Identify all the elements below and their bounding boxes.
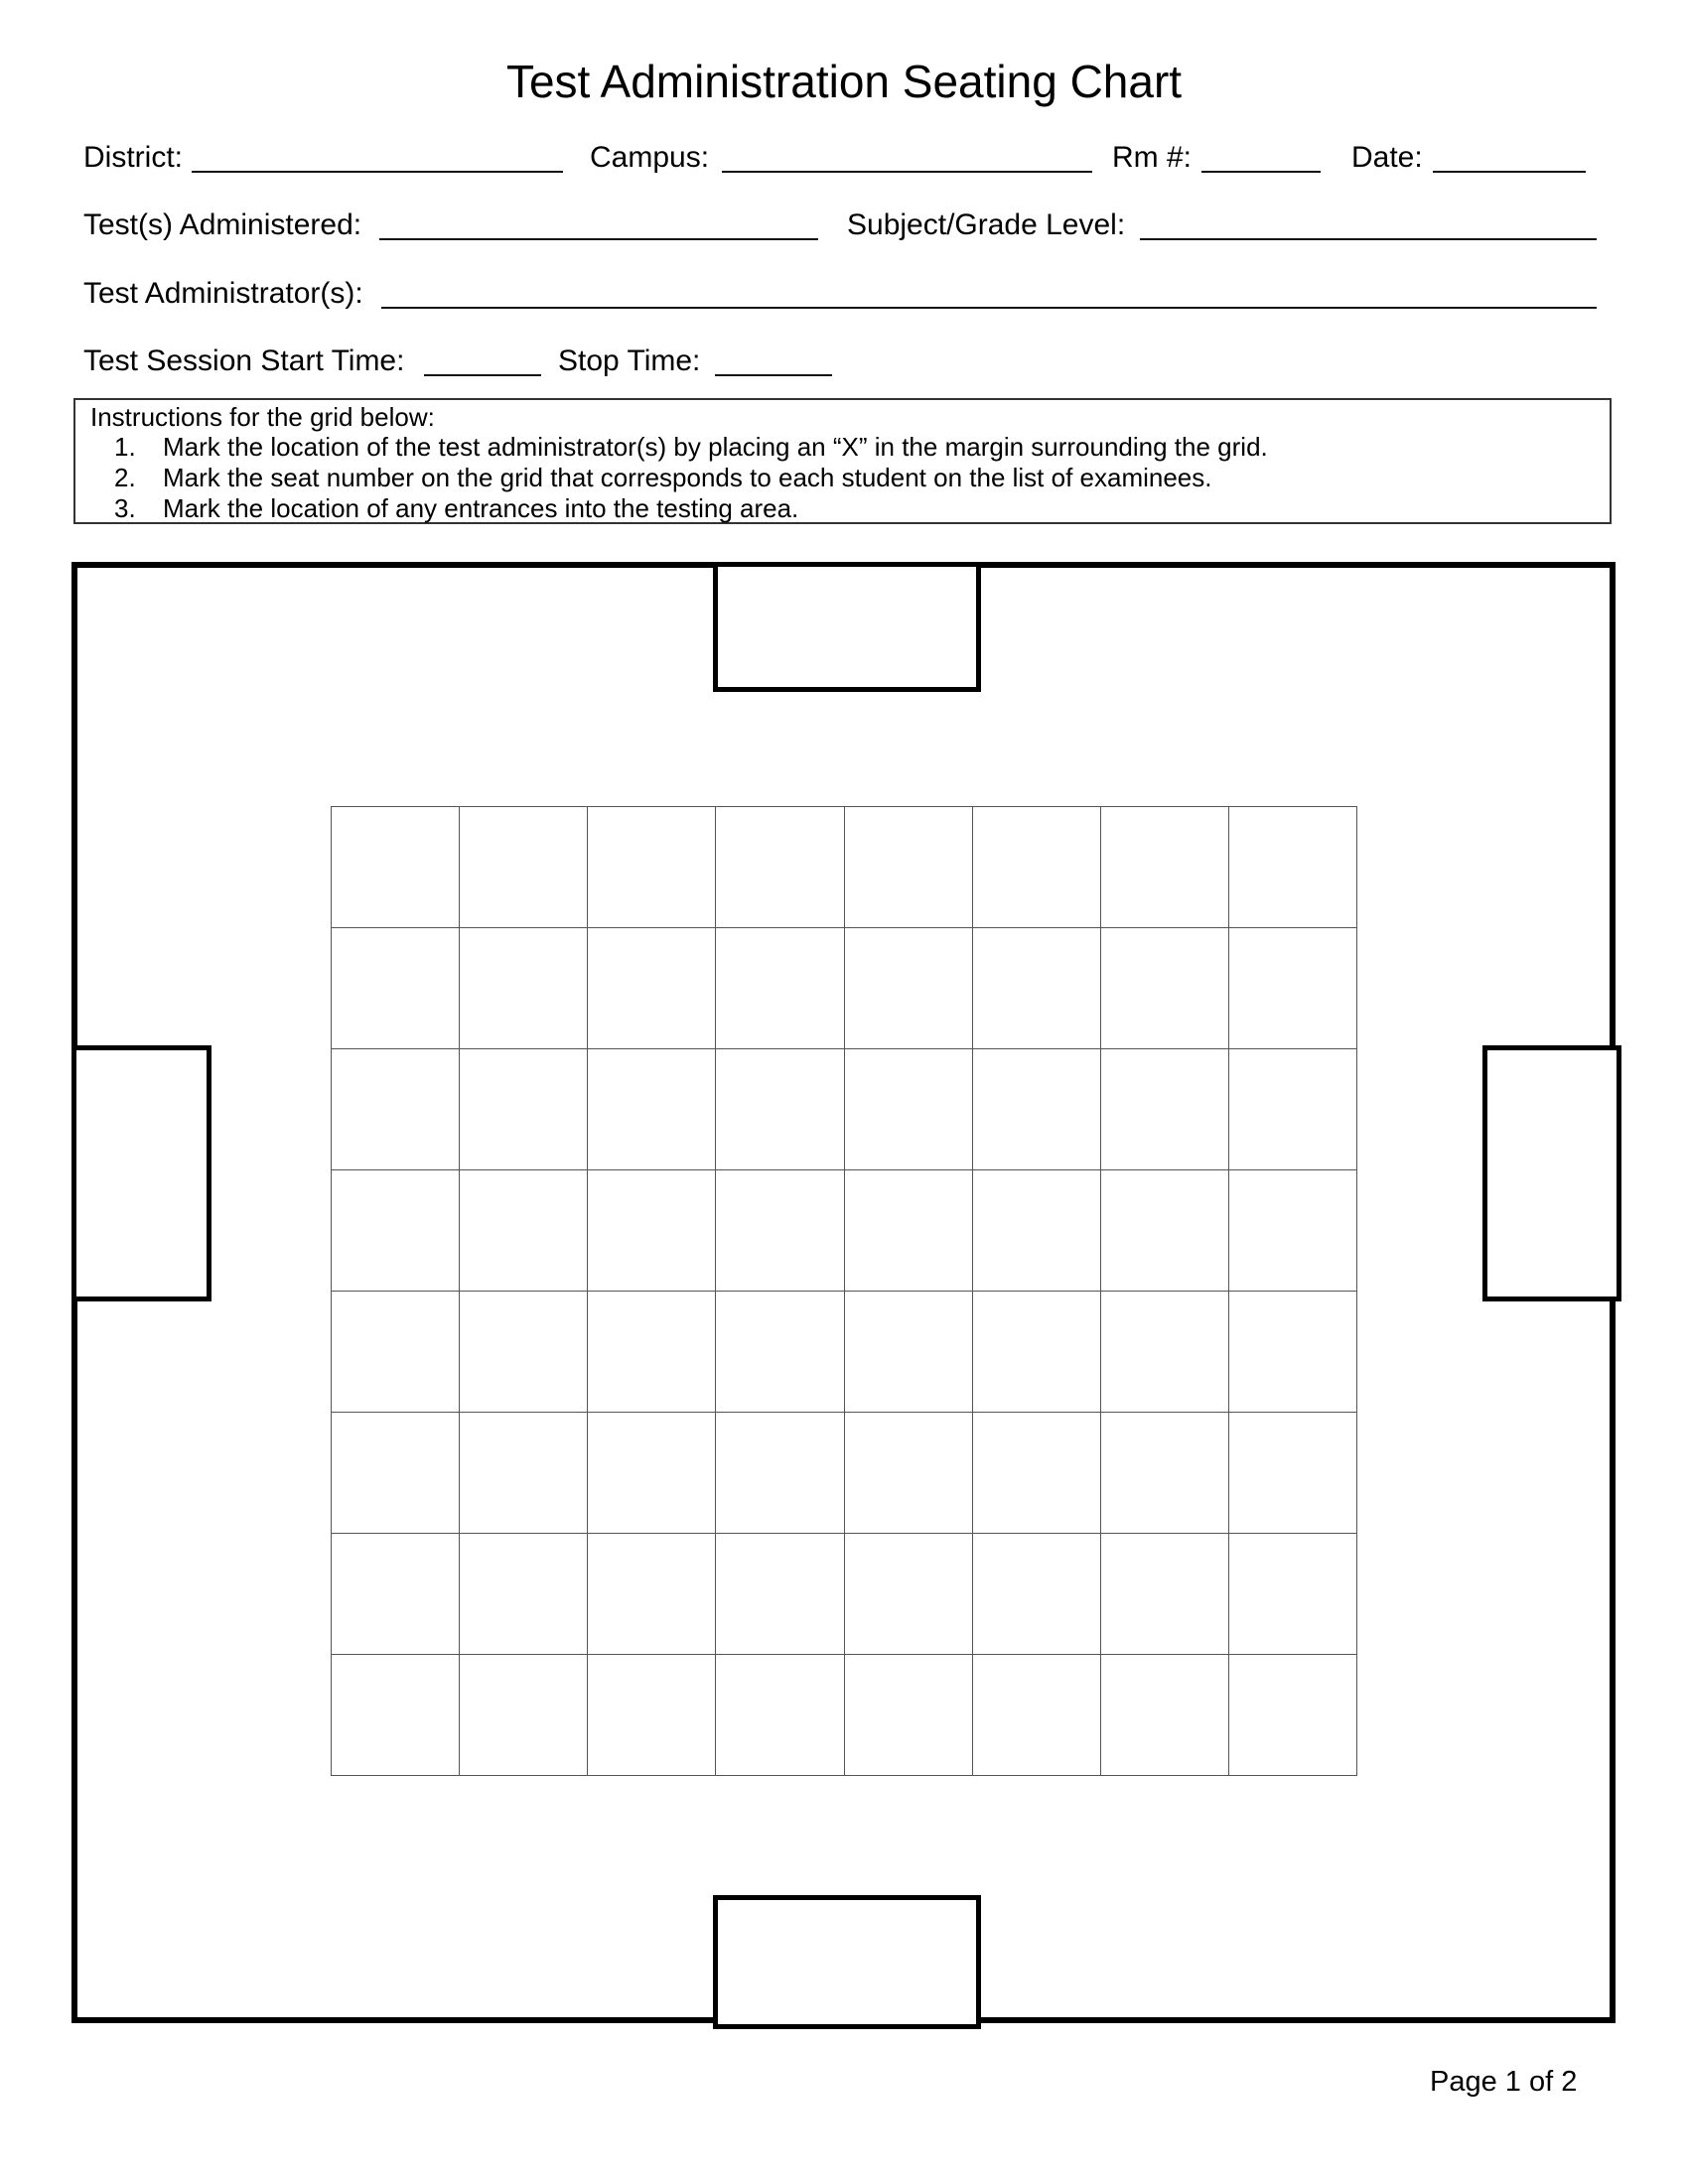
seat-cell[interactable] — [460, 1413, 588, 1534]
page-number: Page 1 of 2 — [1430, 2066, 1578, 2098]
door-bottom[interactable] — [713, 1895, 981, 2029]
seat-cell[interactable] — [1229, 1413, 1357, 1534]
seat-cell[interactable] — [845, 1534, 973, 1655]
seat-cell[interactable] — [973, 807, 1101, 928]
seat-cell[interactable] — [1101, 1655, 1229, 1776]
tests-administered-label: Test(s) Administered: — [83, 208, 362, 241]
seat-cell[interactable] — [716, 1655, 844, 1776]
instruction-number: 1. — [114, 432, 136, 462]
seat-cell[interactable] — [973, 1534, 1101, 1655]
seat-cell[interactable] — [716, 807, 844, 928]
date-label: Date: — [1351, 141, 1423, 174]
seat-cell[interactable] — [845, 1049, 973, 1170]
seat-cell[interactable] — [460, 928, 588, 1049]
seat-cell[interactable] — [588, 1655, 716, 1776]
seat-cell[interactable] — [1229, 1292, 1357, 1413]
seat-cell[interactable] — [716, 1292, 844, 1413]
seat-cell[interactable] — [973, 928, 1101, 1049]
seat-cell[interactable] — [973, 1413, 1101, 1534]
page-title: Test Administration Seating Chart — [505, 56, 1183, 107]
door-left[interactable] — [71, 1045, 211, 1301]
seat-cell[interactable] — [332, 1534, 460, 1655]
seat-cell[interactable] — [973, 1292, 1101, 1413]
stop-time-label: Stop Time: — [558, 344, 701, 377]
subject-grade-level-label: Subject/Grade Level: — [847, 208, 1126, 241]
instruction-text: Mark the seat number on the grid that corresponds to each student on the list of examinees. — [163, 463, 1212, 492]
door-right[interactable] — [1482, 1045, 1621, 1301]
seat-cell[interactable] — [1101, 1170, 1229, 1292]
room-number-field[interactable] — [1201, 171, 1321, 173]
campus-field[interactable] — [722, 171, 1092, 173]
seat-cell[interactable] — [460, 1534, 588, 1655]
subject-grade-level-field[interactable] — [1140, 238, 1597, 240]
seat-cell[interactable] — [332, 1413, 460, 1534]
seat-cell[interactable] — [716, 1049, 844, 1170]
test-administrators-field[interactable] — [381, 307, 1597, 309]
seat-cell[interactable] — [588, 928, 716, 1049]
seat-cell[interactable] — [460, 1292, 588, 1413]
seat-cell[interactable] — [1229, 1049, 1357, 1170]
seat-cell[interactable] — [716, 1170, 844, 1292]
seat-cell[interactable] — [845, 1413, 973, 1534]
seat-cell[interactable] — [588, 1170, 716, 1292]
seat-cell[interactable] — [716, 1413, 844, 1534]
seat-cell[interactable] — [1101, 807, 1229, 928]
instructions-box — [73, 398, 1612, 524]
seat-cell[interactable] — [845, 928, 973, 1049]
seat-cell[interactable] — [332, 1655, 460, 1776]
seat-cell[interactable] — [588, 807, 716, 928]
instruction-text: Mark the location of the test administrator(s) by placing an “X” in the margin surrounding the grid. — [163, 432, 1268, 462]
seat-cell[interactable] — [1229, 1534, 1357, 1655]
seat-cell[interactable] — [845, 1292, 973, 1413]
seat-cell[interactable] — [588, 1534, 716, 1655]
seat-cell[interactable] — [973, 1655, 1101, 1776]
seat-cell[interactable] — [973, 1049, 1101, 1170]
seat-cell[interactable] — [716, 928, 844, 1049]
instruction-number: 3. — [114, 493, 136, 523]
seat-cell[interactable] — [1229, 1655, 1357, 1776]
seat-cell[interactable] — [1101, 1413, 1229, 1534]
seat-cell[interactable] — [588, 1413, 716, 1534]
seat-cell[interactable] — [1101, 928, 1229, 1049]
seat-cell[interactable] — [1101, 1049, 1229, 1170]
seat-cell[interactable] — [845, 1655, 973, 1776]
seat-cell[interactable] — [973, 1170, 1101, 1292]
start-time-field[interactable] — [424, 374, 541, 376]
seat-cell[interactable] — [332, 1292, 460, 1413]
seat-cell[interactable] — [332, 807, 460, 928]
district-label: District: — [83, 141, 183, 174]
door-top[interactable] — [713, 562, 981, 692]
seat-cell[interactable] — [332, 1049, 460, 1170]
seat-cell[interactable] — [845, 807, 973, 928]
tests-administered-field[interactable] — [379, 238, 818, 240]
seat-cell[interactable] — [460, 807, 588, 928]
seat-cell[interactable] — [460, 1655, 588, 1776]
seat-cell[interactable] — [332, 928, 460, 1049]
room-number-label: Rm #: — [1112, 141, 1193, 174]
instruction-number: 2. — [114, 463, 136, 492]
instructions-heading: Instructions for the grid below: — [90, 402, 435, 432]
stop-time-field[interactable] — [715, 374, 832, 376]
start-time-label: Test Session Start Time: — [83, 344, 405, 377]
seat-cell[interactable] — [588, 1049, 716, 1170]
seat-cell[interactable] — [588, 1292, 716, 1413]
seat-cell[interactable] — [1229, 1170, 1357, 1292]
seat-cell[interactable] — [1101, 1534, 1229, 1655]
seat-cell[interactable] — [1229, 928, 1357, 1049]
seat-cell[interactable] — [332, 1170, 460, 1292]
seat-cell[interactable] — [845, 1170, 973, 1292]
seat-cell[interactable] — [460, 1170, 588, 1292]
district-field[interactable] — [192, 171, 563, 173]
seat-cell[interactable] — [716, 1534, 844, 1655]
test-administrators-label: Test Administrator(s): — [83, 277, 363, 310]
seating-grid — [331, 806, 1357, 1776]
date-field[interactable] — [1433, 171, 1586, 173]
campus-label: Campus: — [590, 141, 710, 174]
seat-cell[interactable] — [1229, 807, 1357, 928]
seat-cell[interactable] — [1101, 1292, 1229, 1413]
instruction-text: Mark the location of any entrances into the testing area. — [163, 493, 799, 523]
seat-cell[interactable] — [460, 1049, 588, 1170]
